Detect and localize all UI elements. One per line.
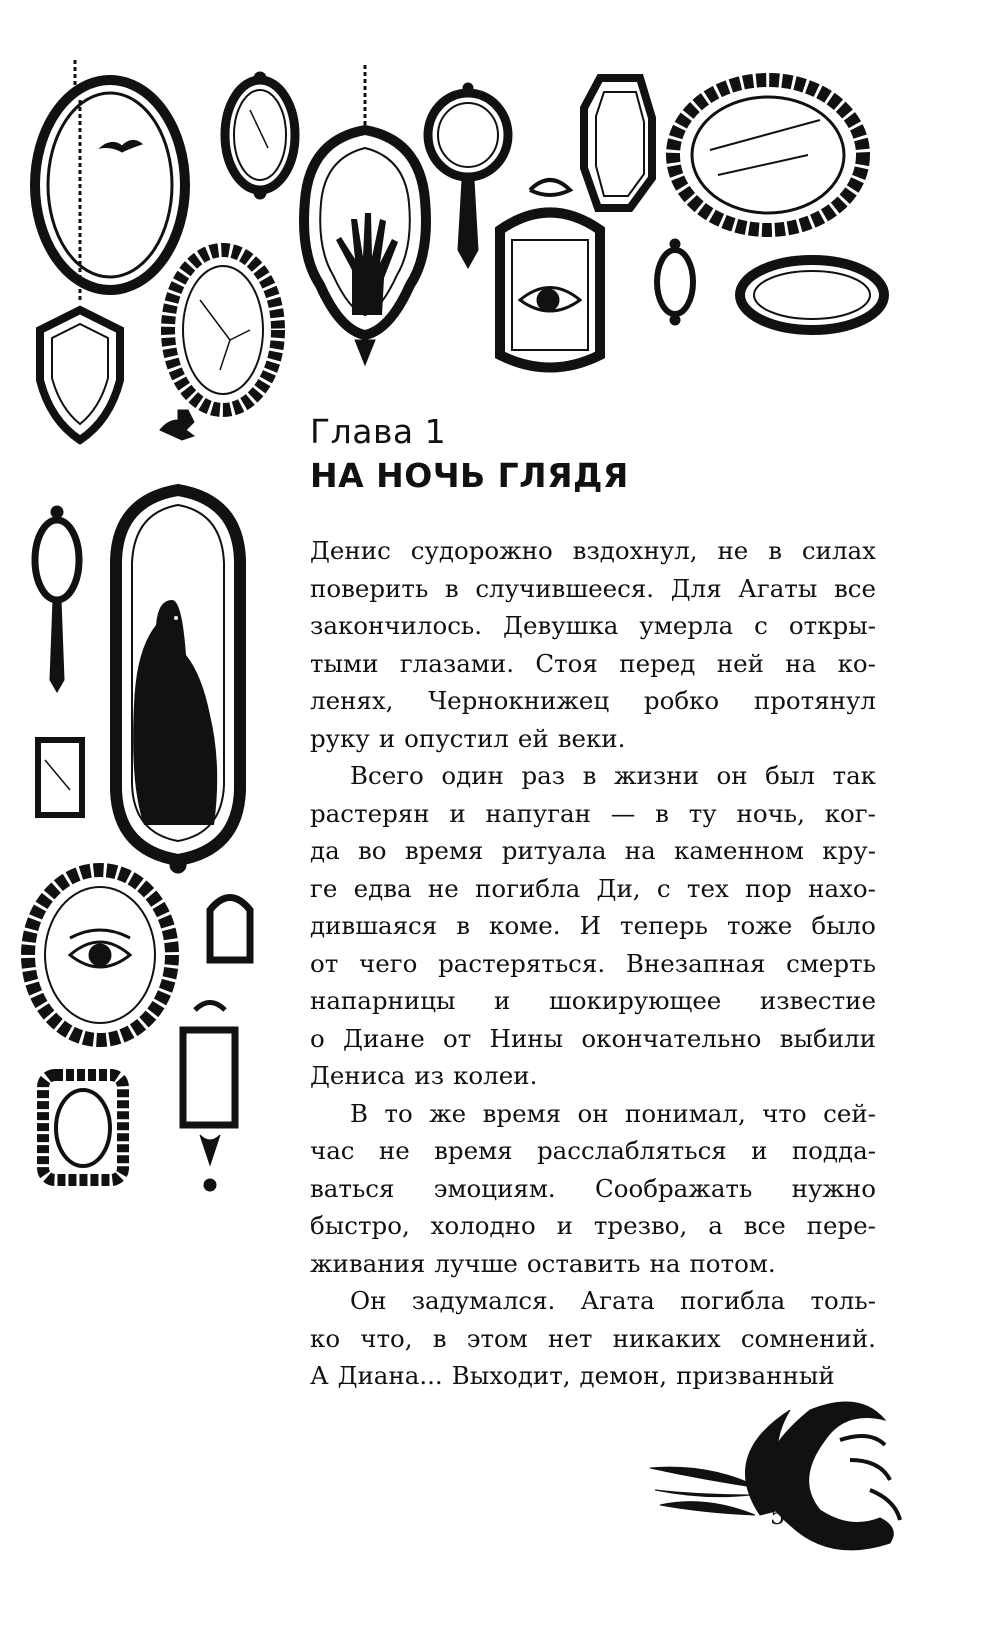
mirror-shield-icon [40,310,120,440]
mirror-cracked-oval-icon [168,250,278,410]
text-line: ваться эмоциям. Соображать нужно [310,1173,876,1203]
page-number: 5 [770,1502,786,1530]
chapter-title: НА НОЧЬ ГЛЯДЯ [310,456,629,495]
mirror-flat-oval-icon [740,260,884,330]
mirror-square-oval-icon [43,1075,123,1180]
mirror-eye-oval-icon [28,870,172,1040]
text-line: живания лучше оставить на потом. [310,1248,776,1278]
text-line: о Диане от Нины окончательно выбили [310,1023,876,1053]
text-line: В то же время он понимал, что сей- [350,1098,876,1128]
mirror-oval-chain-icon [35,60,185,300]
mirror-hexagon-icon [584,78,652,208]
mirror-tall-figure-icon [116,410,240,873]
text-line: быстро, холодно и трезво, а все пере- [310,1211,876,1240]
chapter-body [310,532,876,1395]
text-line: Всего один раз в жизни он был так [350,761,876,790]
text-line: руку и опустил ей веки. [310,723,626,753]
mirror-small-oval-icon [657,239,693,325]
text-line: Дениса из колеи. [310,1061,538,1090]
chapter-label: Глава 1 [310,412,447,451]
mirror-ornate-oval-icon [673,80,863,230]
text-line: дившаяся в коме. И теперь тоже было [310,911,876,940]
text-line: поверить в случившееся. Для Агаты все [310,573,876,603]
text-line: напарницы и шокирующее известие [310,986,876,1015]
text-line: да во время ритуала на каменном кру- [310,836,876,865]
mirror-hand-icon [304,65,426,365]
mirror-rect-drop-icon [183,1003,235,1192]
text-line: Он задумался. Агата погибла толь- [350,1286,876,1315]
mirror-small-arch-icon [38,740,82,815]
text-line: ге едва не погибла Ди, с тех пор нахо- [310,873,876,903]
text-line: растерян и напуган — в ту ночь, ког- [310,798,876,828]
mirror-small-ornate-icon [225,72,295,199]
text-line: от чего растеряться. Внезапная смерть [310,948,876,978]
text-line: Денис судорожно вздохнул, не в силах [310,536,876,565]
mirror-left-hand-icon [35,506,79,692]
text-line: час не время расслабляться и подда- [310,1136,876,1165]
text-line: ко что, в этом нет никаких сомнений. [310,1323,876,1353]
text-line: А Диана... Выходит, демон, призванный [310,1361,835,1390]
mirror-arched-icon [210,898,250,961]
text-line: тыми глазами. Стоя перед ней на ко- [310,648,876,678]
mirror-eye-frame-icon [500,180,600,368]
text-line: закончилось. Девушка умерла с откры- [310,611,876,640]
text-line: ленях, Чернокнижец робко протянул [310,686,876,715]
